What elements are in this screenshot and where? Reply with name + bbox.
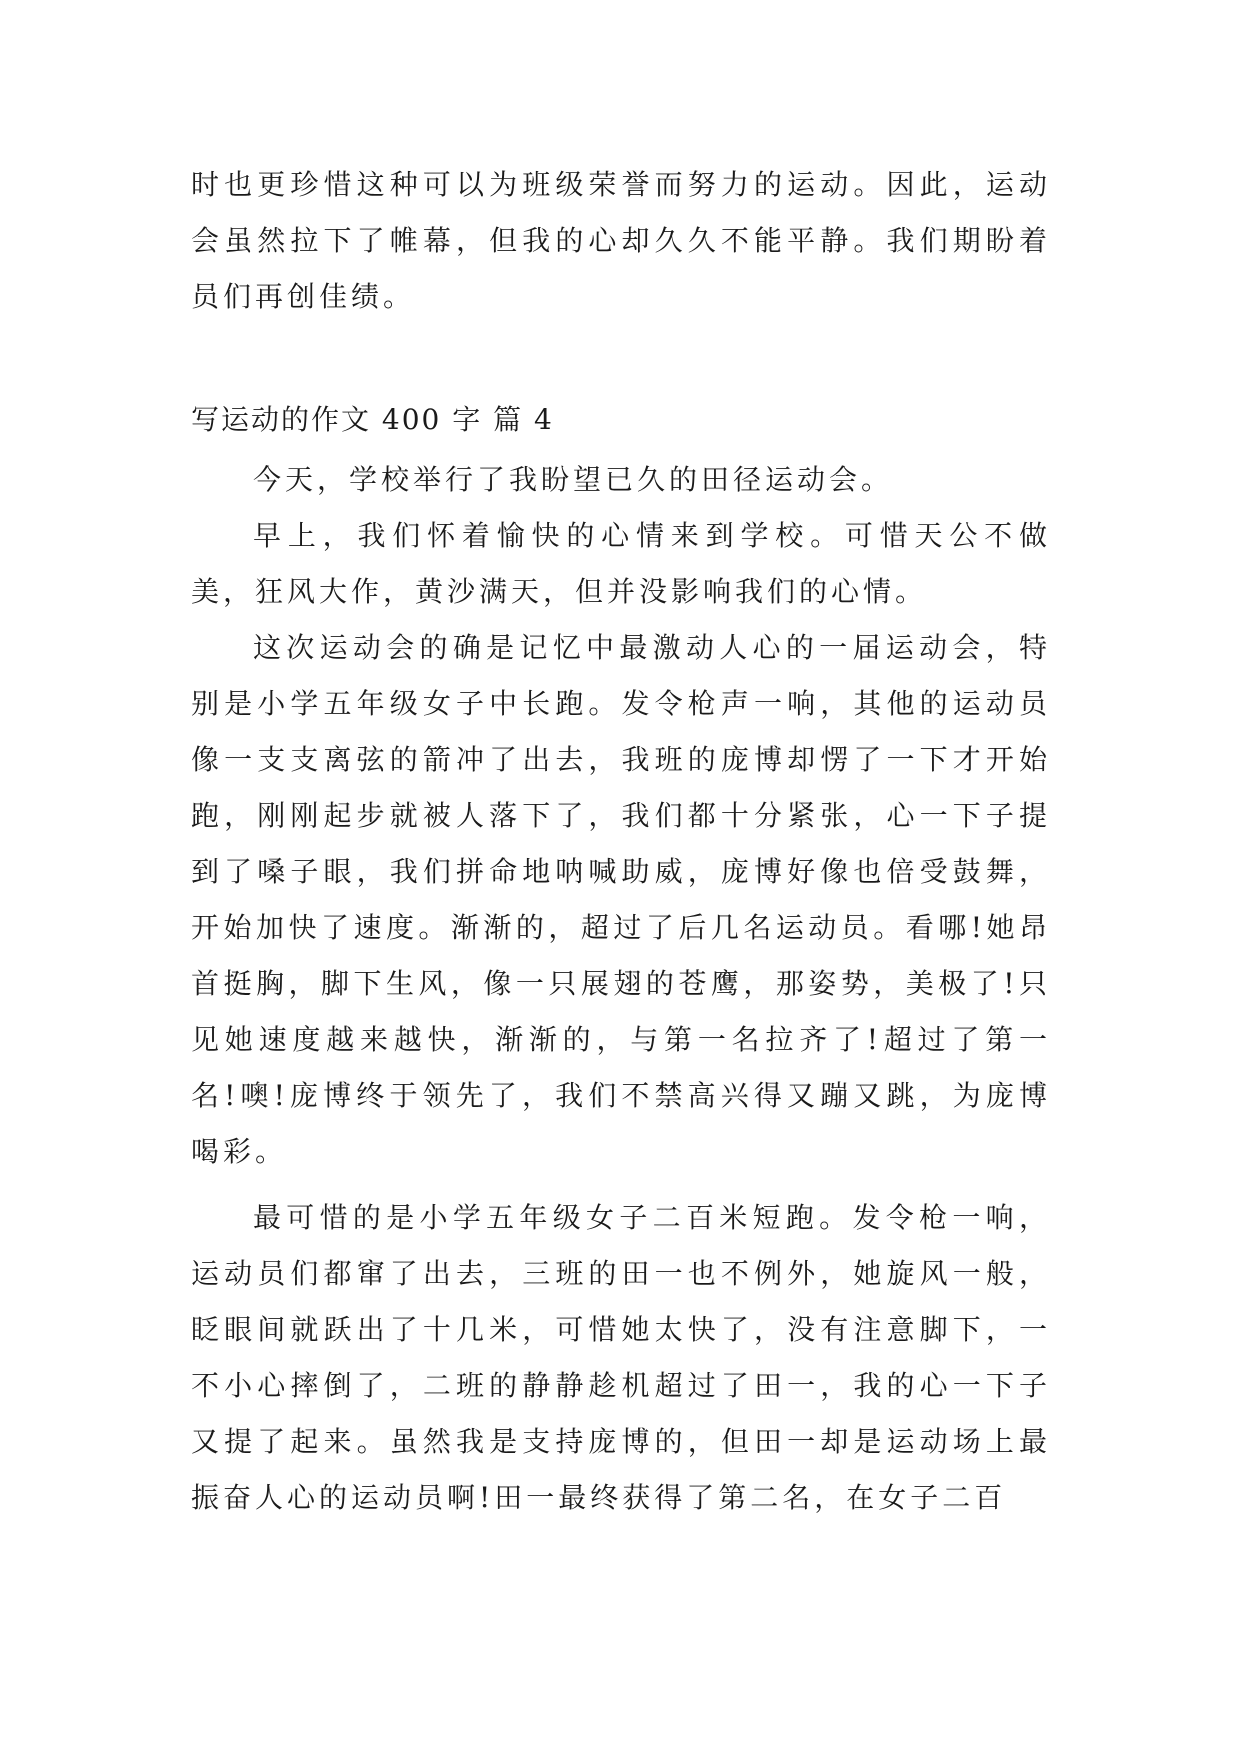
essay-heading: 写运动的作文 400 字 篇 4 — [191, 403, 554, 436]
essay-body — [191, 452, 1051, 1526]
paragraph-spacer — [191, 1180, 1051, 1190]
essay-paragraph: 早上，我们怀着愉快的心情来到学校。可惜天公不做美，狂风大作，黄沙满天，但并没影响我们的心情。 — [191, 519, 1051, 608]
essay-paragraph: 今天，学校举行了我盼望已久的田径运动会。 — [253, 463, 894, 496]
essay-paragraph: 最可惜的是小学五年级女子二百米短跑。发令枪一响，运动员们都窜了出去，三班的田一也不例外，她旋风一般，眨眼间就跃出了十几米，可惜她太快了，没有注意脚下，一不小心摔倒了，二班的静静趁机超过了田一，我的心一下子又提了起来。虽然我是支持庞博的，但田一却是运动场上最振奋人心的运动员啊!田一最终获得了第二名，在女子二百 — [191, 1201, 1051, 1514]
essay-paragraph: 这次运动会的确是记忆中最激动人心的一届运动会，特别是小学五年级女子中长跑。发令枪声一响，其他的运动员像一支支离弦的箭冲了出去，我班的庞博却愣了一下才开始跑，刚刚起步就被人落下了，我们都十分紧张，心一下子提到了嗓子眼，我们拼命地呐喊助威，庞博好像也倍受鼓舞，开始加快了速度。渐渐的，超过了后几名运动员。看哪!她昂首挺胸，脚下生风，像一只展翅的苍鹰，那姿势，美极了!只见她速度越来越快，渐渐的，与第一名拉齐了!超过了第一名!噢!庞博终于领先了，我们不禁高兴得又蹦又跳，为庞博喝彩。 — [191, 631, 1051, 1168]
continuation-paragraph: 时也更珍惜这种可以为班级荣誉而努力的运动。因此，运动会虽然拉下了帷幕，但我的心却久久不能平静。我们期盼着员们再创佳绩。 — [191, 168, 1051, 313]
previous-essay-ending — [191, 157, 1051, 325]
